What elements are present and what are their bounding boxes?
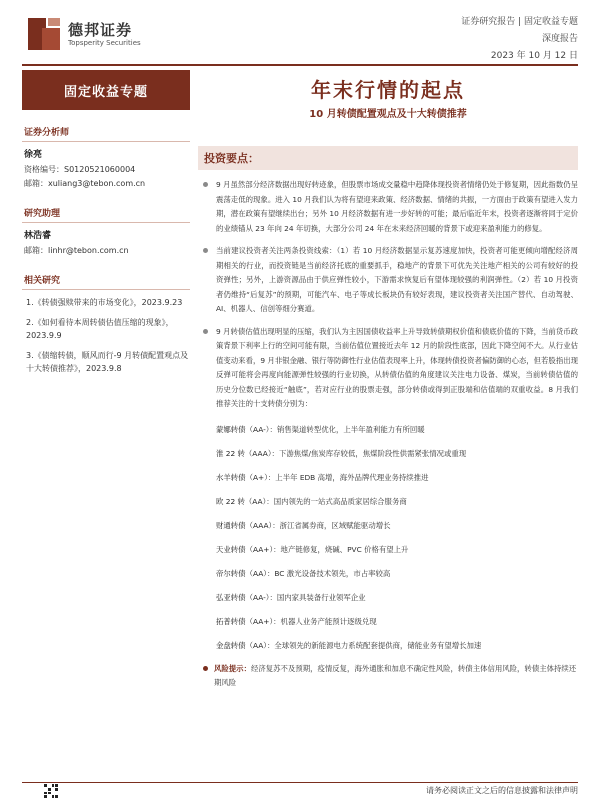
stock-item [198,591,578,604]
stock-item [198,639,578,652]
analyst-section-title: 证券分析师 [22,122,190,142]
page-title: 年末行情的起点 [311,78,465,102]
risk-notice [198,662,578,690]
related-item[interactable]: 1.《转债强赎带来的市场变化》，2023.9.23 [26,298,183,307]
stock-desc: ：下游焦煤/焦炭库存较低，焦煤阶段性供需紧张情况或重现 [271,448,467,458]
sidebar [22,70,190,780]
company-logo [28,18,141,50]
stock-desc: ：国内家具装备行业领军企业 [269,592,366,602]
report-type: 证券研究报告 | 固定收益专题 [461,17,578,27]
stock-item [198,495,578,508]
qr-code-icon [44,784,58,798]
title-area [198,70,578,136]
assistant-name: 林浩睿 [24,231,52,241]
stock-name: 水羊转债（A+） [216,472,268,482]
report-date: 2023 年 10 月 12 日 [490,51,578,61]
analyst-cert: 资格编号：S0120521060004 [24,165,136,174]
paragraph [198,178,578,236]
stock-item [198,447,578,460]
stock-name: 淮 22 转（AAA） [216,448,272,458]
assistant-section-title: 研究助理 [22,203,190,223]
stock-item [198,567,578,580]
stock-desc: ：上半年 EDB 高增，海外品牌代理业务持续推进 [267,472,429,482]
points-heading: 投资要点： [198,146,578,170]
main-content [198,70,578,690]
stock-name: 金盘转债（AA） [216,640,267,650]
stock-name: 弘亚转债（AA-） [216,592,270,602]
stock-desc: ：国内领先的一站式高品质家居综合服务商 [266,496,407,506]
stock-list [198,423,578,652]
stock-name: 拓普转债（AA+） [216,616,274,626]
stock-desc: ：机器人业务产能预计逐级兑现 [273,616,377,626]
stock-item [198,519,578,532]
stock-desc: ：销售渠道转型优化，上半年盈利能力有所回暖 [269,424,425,434]
analyst-email[interactable]: 邮箱：xuliang3@tebon.com.cn [24,179,146,188]
logo-name-cn: 德邦证券 [68,20,133,39]
bullet-icon [203,329,208,334]
report-kind: 深度报告 [541,34,578,44]
paragraph [198,325,578,412]
bullet-icon [203,182,208,187]
bullet-icon [203,666,208,671]
related-section [22,270,190,375]
footer-disclaimer: 请务必阅读正文之后的信息披露和法律声明 [426,786,578,795]
stock-name: 天业转债（AA+） [216,544,274,554]
stock-name: 蒙娜转债（AA-） [216,424,270,434]
stock-desc: ：BC 激光设备技术领先，市占率较高 [266,568,391,578]
stock-item [198,543,578,556]
related-item[interactable]: 3.《债缩转债，顺风而行-9 月转债配置观点及十大转债推荐》，2023.9.8 [26,351,189,373]
footer-divider [22,782,578,783]
stock-name: 帝尔转债（AA） [216,568,267,578]
risk-text: 经济复苏不及预期，疫情反复，海外通胀和加息不确定性风险，转债主体信用风险，转债主体持续还期风险 [214,663,577,687]
stock-desc: ：地产链修复，烧碱、PVC 价格有望上升 [273,544,409,554]
stock-item [198,423,578,436]
paragraph [198,244,578,317]
related-item[interactable]: 2.《如何看待本周转债估值压缩的现象》，2023.9.9 [26,318,174,340]
sidebar-banner: 固定收益专题 [22,70,190,110]
related-list [22,296,190,375]
logo-name-en: Topsperity Securities [68,38,141,47]
stock-desc: ：全球领先的新能源电力系统配套提供商，储能业务有望增长加速 [266,640,482,650]
assistant-section [22,203,190,258]
stock-name: 欧 22 转（AA） [216,496,267,506]
assistant-email[interactable]: 邮箱：linhr@tebon.com.cn [24,246,129,255]
paragraph-text: 9 月转债估值出现明显的压缩，我们认为主因国债收益率上升导致转债期权价值和债底价值的下降，当前货币政策背景下利率上行的空间可能有限，当前估值位置接近去年 12 月的阶段性底部，因此下降空间不大。从行业估值变动来看，9 月非银金融、银行等防御性行业估值表现率上升，体现转债投资者偏防御的心态，但若股指出现反弹可能将会再度向能源弹性较强的行业切换，从转债估值的角度建议关注电力设备、煤炭，当前转债估值的历史分位数已经接近“触底”，若对应行业的股票走强，部分转债或得到正股端和估值端的双重收益。8 月我们推荐关注的十支转债分别为： [216,326,578,408]
page-subtitle: 10 月转债配置观点及十大转债推荐 [309,109,467,120]
stock-desc: ：浙江省属券商，区域赋能驱动增长 [272,520,391,530]
stock-item [198,615,578,628]
related-section-title: 相关研究 [22,270,190,290]
bullet-icon [203,248,208,253]
header-divider [22,64,578,66]
paragraph-text: 9 月虽然部分经济数据出现好转迹象，但股票市场成交量稳中趋降体现投资者情绪仍处于修复期，因此指数仍呈震荡走低的现象。进入 10 月我们认为将有望迎来政策、经济数据、情绪的共振，一方面由于政策有望进入发力期，潜在政策有望继续出台；另外 10 月经济数据有进一步好转的可能；最后临近年末，投资者逐渐将同于定价的业绩锚从 23 年向 24 年切换，大部分公司 24 年在未来经济回暖的背景下或迎来盈利能力的修复。 [216,180,578,233]
analyst-name: 徐亮 [24,150,43,160]
report-meta [461,14,578,65]
stock-name: 财通转债（AAA） [216,520,273,530]
paragraph-text: 当前建议投资者关注两条投资线索：（1）若 10 月经济数据显示复苏速度加快，投资者可能更倾向增配经济周期相关的行业，而投资链是当前经济托底的重要抓手，稳地产的背景下可优先关注地产相关的公司有较好的投资弹性；另外，上游资源品由于供应弹性较小，下游需求恢复后有望体现较强的利润弹性。（2）若 10 月投资者仍维持“后复苏”的预期，可能汽车、电子等成长板块仍有较好表现，建议投资者关注国产替代、自动驾驶、AI、机器人、信创等细分赛道。 [216,246,578,313]
risk-label: 风险提示： [214,663,251,673]
analyst-section [22,122,190,191]
stock-item [198,471,578,484]
logo-mark-icon [28,18,60,50]
